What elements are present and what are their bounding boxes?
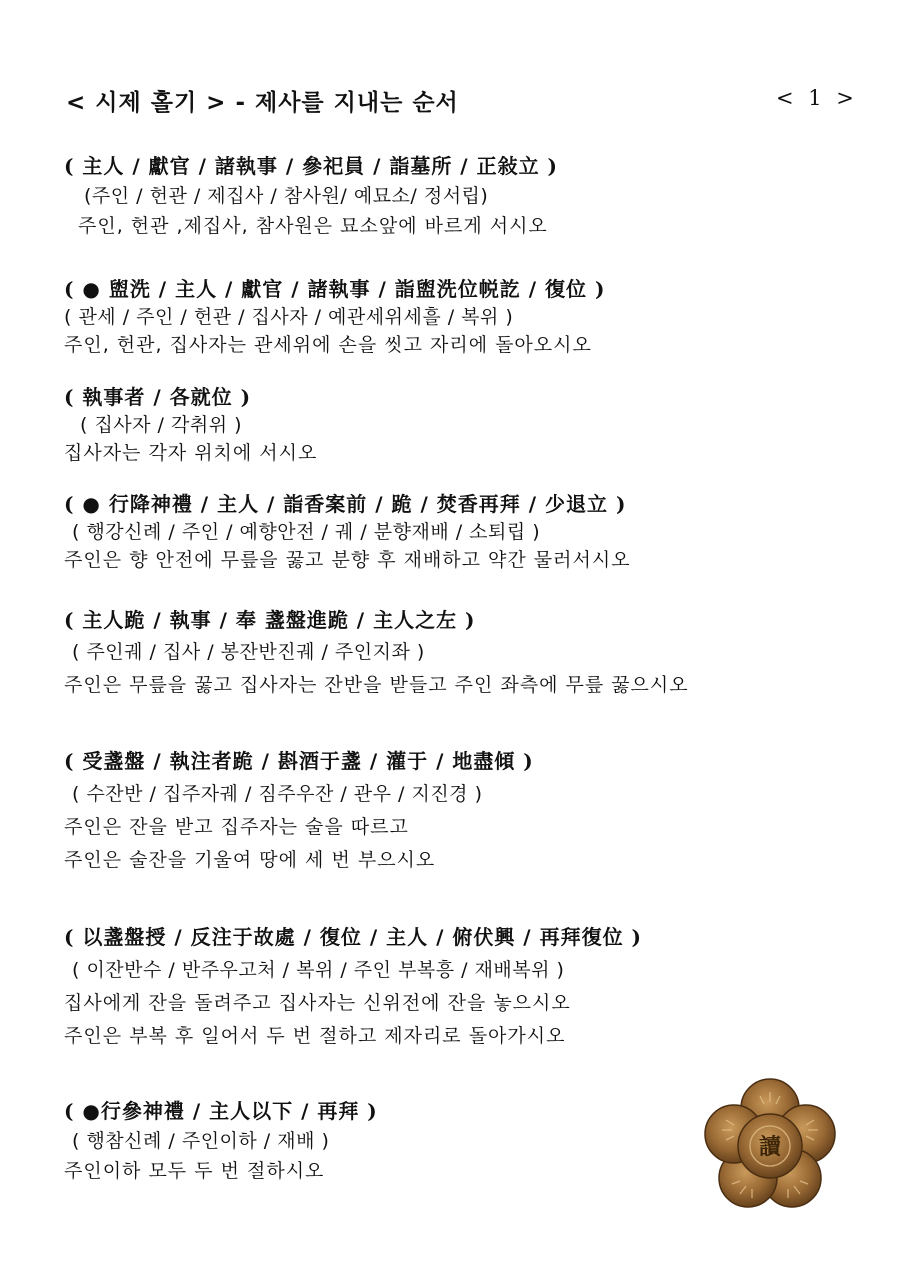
step-hanja: ( ● 行降神禮 / 主人 / 詣香案前 / 跪 / 焚香再拜 / 少退立 ) [64,492,627,516]
step-description: 집사에게 잔을 돌려주고 집사자는 신위전에 잔을 놓으시오 [64,992,571,1014]
step-reading: ( 관세 / 주인 / 헌관 / 집사자 / 예관세위세흘 / 복위 ) [64,306,514,328]
step-description: 주인은 술잔을 기울여 땅에 세 번 부으시오 [64,849,436,871]
document-title: < 시제 홀기 > - 제사를 지내는 순서 [66,90,459,116]
step-reading: ( 수잔반 / 집주자궤 / 짐주우잔 / 관우 / 지진경 ) [72,783,483,805]
step-hanja: ( ● 盥洗 / 主人 / 獻官 / 諸執事 / 詣盥洗位帨訖 / 復位 ) [64,277,606,301]
step-section-4 [64,494,864,570]
step-section-7 [64,927,864,1046]
step-description: 집사자는 각자 위치에 서시오 [64,442,318,464]
step-hanja: ( 受盞盤 / 執注者跪 / 斟酒于盞 / 灌于 / 地盡傾 ) [64,749,534,773]
step-section-3 [64,387,864,463]
step-hanja: ( 主人 / 獻官 / 諸執事 / 參祀員 / 詣墓所 / 正敍立 ) [64,154,559,178]
step-hanja: ( ●行參神禮 / 主人以下 / 再拜 ) [64,1099,378,1123]
step-description: 주인이하 모두 두 번 절하시오 [64,1160,325,1182]
step-description: 주인은 부복 후 일어서 두 번 절하고 제자리로 돌아가시오 [64,1025,566,1047]
seal-character: 讀 [758,1134,782,1160]
step-section-6 [64,751,864,870]
step-description: 주인은 향 안전에 무릎을 꿇고 분향 후 재배하고 약간 물러서시오 [64,549,631,571]
step-reading: ( 이잔반수 / 반주우고처 / 복위 / 주인 부복흥 / 재배복위 ) [72,959,565,981]
step-reading: ( 행강신례 / 주인 / 예향안전 / 궤 / 분향재배 / 소퇴립 ) [72,521,541,543]
step-reading: (주인 / 헌관 / 제집사 / 참사원/ 예묘소/ 정서립) [84,185,489,207]
plum-blossom-seal-icon [702,1078,838,1214]
step-section-1 [64,156,864,236]
step-reading: ( 주인궤 / 집사 / 봉잔반진궤 / 주인지좌 ) [72,641,425,663]
page-number: < 1 > [776,86,858,110]
step-description: 주인, 헌관, 집사자는 관세위에 손을 씻고 자리에 돌아오시오 [64,334,592,356]
step-hanja: ( 執事者 / 各就位 ) [64,385,252,409]
step-section-5 [64,610,864,695]
step-description: 주인, 헌관 ,제집사, 참사원은 묘소앞에 바르게 서시오 [78,215,548,237]
step-reading: ( 집사자 / 각취위 ) [80,414,243,436]
step-description: 주인은 무릎을 꿇고 집사자는 잔반을 받들고 주인 좌측에 무릎 꿇으시오 [64,674,689,696]
step-hanja: ( 以盞盤授 / 反注于故處 / 復位 / 主人 / 俯伏興 / 再拜復位 ) [64,925,643,949]
step-description: 주인은 잔을 받고 집주자는 술을 따르고 [64,816,409,838]
step-reading: ( 행참신례 / 주인이하 / 재배 ) [72,1130,330,1152]
step-hanja: ( 主人跪 / 執事 / 奉 盞盤進跪 / 主人之左 ) [64,608,476,632]
step-section-2 [64,279,864,355]
